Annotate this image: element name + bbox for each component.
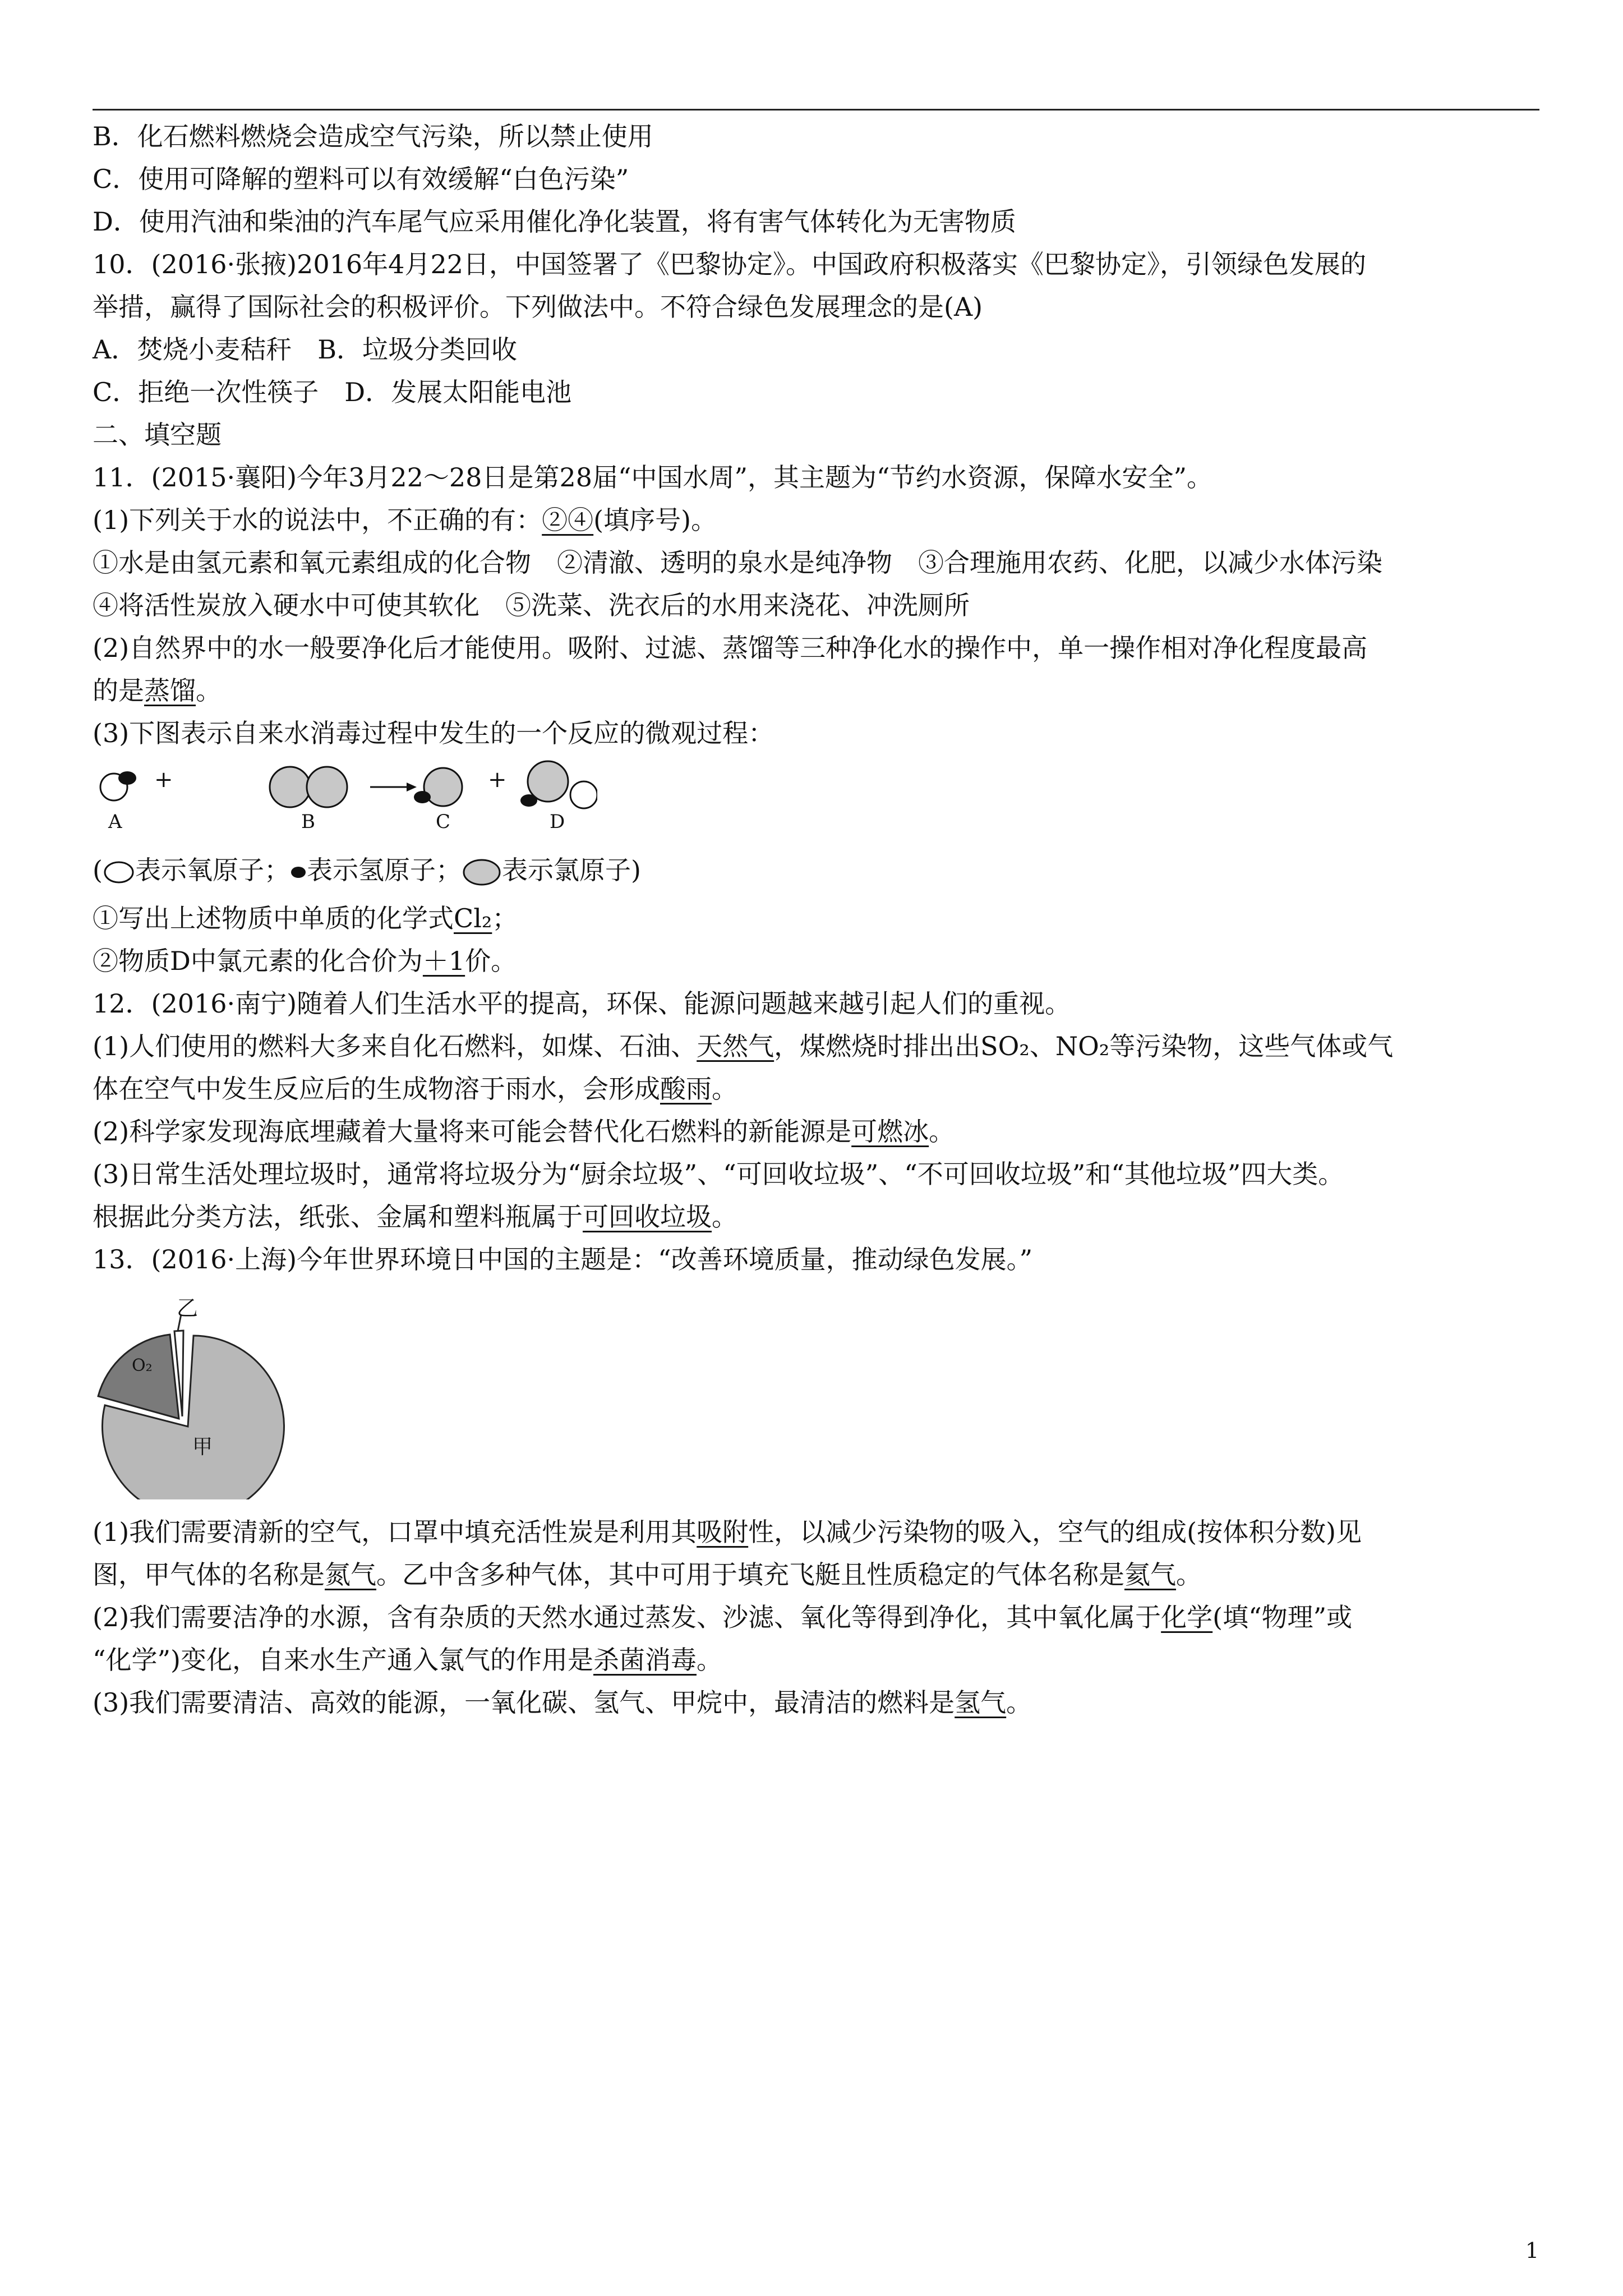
molecule-c-chlorine bbox=[424, 768, 462, 806]
molecule-d-oxygen bbox=[570, 781, 597, 808]
q12-part1-line2-suffix: 。 bbox=[712, 1074, 737, 1104]
q13-part1-suffix: 性，以减少污染物的吸入，空气的组成(按体积分数)见 bbox=[748, 1517, 1362, 1547]
label-b: B bbox=[301, 811, 315, 833]
q11-sub1 bbox=[93, 897, 1539, 940]
q13-part1-line2-text: 图，甲气体的名称是 bbox=[93, 1559, 325, 1590]
reaction-diagram bbox=[93, 759, 597, 838]
q12-part1-answer: 天然气 bbox=[697, 1031, 774, 1061]
q12-part3-line1: (3)日常生活处理垃圾时，通常将垃圾分为“厨余垃圾”、“可回收垃圾”、“不可回收垃圾”和“其他垃圾”四大类。 bbox=[93, 1159, 1344, 1189]
q13-part2-line2-text: “化学”)变化，自来水生产通入氯气的作用是 bbox=[93, 1645, 593, 1675]
q11-sub2-suffix: 价。 bbox=[465, 946, 517, 976]
q11-list-line1: ①水是由氢元素和氧元素组成的化合物 ②清澈、透明的泉水是纯净物 ③合理施用农药、化肥，以减少水体污染 bbox=[93, 547, 1382, 578]
q9-option-d: D．使用汽油和柴油的汽车尾气应采用催化净化装置，将有害气体转化为无害物质 bbox=[93, 206, 1016, 237]
q9-option-b: B．化石燃料燃烧会造成空气污染，所以禁止使用 bbox=[93, 121, 653, 151]
q11-part2-line1: (2)自然界中的水一般要净化后才能使用。吸附、过滤、蒸馏等三种净化水的操作中，单一操作相对净化程度最高 bbox=[93, 633, 1368, 663]
q13-part3-answer: 氢气 bbox=[955, 1687, 1007, 1718]
reaction-arrow-head bbox=[407, 783, 417, 792]
legend-oxygen: 表示氧原子； bbox=[135, 855, 290, 885]
chlorine-atom-icon bbox=[462, 858, 502, 887]
molecule-b-chlorine-1 bbox=[270, 767, 310, 807]
q10-options-cd: C．拒绝一次性筷子 D．发展太阳能电池 bbox=[93, 377, 572, 407]
molecule-c-hydrogen bbox=[414, 791, 431, 803]
q13-part2-answer2: 杀菌消毒 bbox=[593, 1645, 697, 1675]
legend-hydrogen: 表示氢原子； bbox=[306, 855, 462, 885]
q11-list-line2: ④将活性炭放入硬水中可使其软化 ⑤洗菜、洗衣后的水用来浇花、冲洗厕所 bbox=[93, 590, 970, 620]
q11-sub1-answer: Cl₂ bbox=[454, 903, 492, 933]
q13-stem: 13．(2016·上海)今年世界环境日中国的主题是：“改善环境质量，推动绿色发展。” bbox=[93, 1244, 1033, 1274]
q12-part1-line2 bbox=[93, 1068, 1539, 1110]
molecule-b-chlorine-2 bbox=[307, 767, 347, 807]
q13-part3-text: (3)我们需要清洁、高效的能源，一氧化碳、氢气、甲烷中，最清洁的燃料是 bbox=[93, 1687, 955, 1718]
q11-part2-text: 的是 bbox=[93, 675, 144, 706]
q12-part2-text: (2)科学家发现海底埋藏着大量将来可能会替代化石燃料的新能源是 bbox=[93, 1116, 852, 1147]
pie-label-o2: O₂ bbox=[132, 1356, 153, 1375]
q12-part1-line1 bbox=[93, 1025, 1539, 1068]
hydrogen-atom-icon bbox=[290, 864, 307, 881]
q12-part1-suffix: ，煤燃烧时排出出SO₂、NO₂等污染物，这些气体或气 bbox=[774, 1031, 1394, 1061]
pie-chart-svg bbox=[93, 1286, 317, 1499]
q13-part3-suffix: 。 bbox=[1006, 1687, 1032, 1718]
q13-part2-line2-suffix: 。 bbox=[696, 1645, 722, 1675]
plus-sign-2: + bbox=[488, 767, 507, 793]
q12-part3-suffix: 。 bbox=[712, 1202, 737, 1232]
q11-part1-answer: ②④ bbox=[542, 505, 594, 535]
q11-sub2-answer: ＋1 bbox=[422, 946, 465, 976]
q13-part1-answer: 吸附 bbox=[697, 1517, 749, 1547]
q13-part1-line2-suffix: 。 bbox=[1176, 1559, 1202, 1590]
molecule-d-hydrogen bbox=[520, 794, 537, 807]
label-a: A bbox=[108, 811, 122, 833]
q13-part1-text: (1)我们需要清新的空气，口罩中填充活性炭是利用其 bbox=[93, 1517, 697, 1547]
q11-part1-text: (1)下列关于水的说法中，不正确的有： bbox=[93, 505, 542, 535]
air-composition-pie bbox=[93, 1286, 317, 1499]
q12-part1-line2-text: 体在空气中发生反应后的生成物溶于雨水，会形成 bbox=[93, 1074, 660, 1104]
pie-label-jia: 甲 bbox=[192, 1435, 213, 1458]
section-title: 二、填空题 bbox=[93, 420, 222, 450]
q9-option-c: C．使用可降解的塑料可以有效缓解“白色污染” bbox=[93, 164, 629, 194]
q12-part3-text: 根据此分类方法，纸张、金属和塑料瓶属于 bbox=[93, 1202, 583, 1232]
diagram-legend bbox=[93, 849, 1539, 891]
q11-part1-suffix: (填序号)。 bbox=[593, 505, 717, 535]
q13-part1-line2-mid: 。乙中含多种气体，其中可用于填充飞艇且性质稳定的气体名称是 bbox=[376, 1559, 1124, 1590]
legend-chlorine: 表示氯原子) bbox=[501, 855, 641, 885]
q12-part1-text: (1)人们使用的燃料大多来自化石燃料，如煤、石油、 bbox=[93, 1031, 697, 1061]
q10-options-ab: A．焚烧小麦秸秆 B．垃圾分类回收 bbox=[93, 334, 518, 365]
q12-part3-line2 bbox=[93, 1195, 1539, 1238]
page-number: 1 bbox=[1525, 2238, 1539, 2263]
label-d: D bbox=[550, 811, 565, 833]
q12-part1-answer2: 酸雨 bbox=[660, 1074, 712, 1104]
q11-sub1-suffix: ； bbox=[492, 903, 518, 933]
q11-part3: (3)下图表示自来水消毒过程中发生的一个反应的微观过程： bbox=[93, 718, 774, 748]
q13-part1-answer2: 氮气 bbox=[325, 1559, 376, 1590]
molecule-a-hydrogen bbox=[118, 771, 136, 785]
q12-stem: 12．(2016·南宁)随着人们生活水平的提高，环保、能源问题越来越引起人们的重视。 bbox=[93, 988, 1071, 1019]
q13-part2-line1 bbox=[93, 1596, 1539, 1639]
q12-part3-answer: 可回收垃圾 bbox=[583, 1202, 712, 1232]
q11-stem: 11．(2015·襄阳)今年3月22～28日是第28届“中国水周”，其主题为“节约水资源，保障水安全”。 bbox=[93, 462, 1213, 493]
q11-part2-answer: 蒸馏 bbox=[144, 675, 196, 706]
q11-sub2 bbox=[93, 940, 1539, 982]
q11-sub1-text: ①写出上述物质中单质的化学式 bbox=[93, 903, 454, 933]
q13-part3 bbox=[93, 1681, 1539, 1724]
document-body bbox=[93, 115, 1539, 1724]
q11-part2-suffix: 。 bbox=[196, 675, 222, 706]
q12-part2-answer: 可燃冰 bbox=[851, 1116, 929, 1147]
legend-open: ( bbox=[93, 855, 103, 885]
q12-part2-suffix: 。 bbox=[929, 1116, 955, 1147]
q11-part2-line2 bbox=[93, 669, 1539, 712]
q13-part1-line1 bbox=[93, 1511, 1539, 1553]
q10-stem-line2: 举措，赢得了国际社会的积极评价。下列做法中。不符合绿色发展理念的是(A) bbox=[93, 292, 983, 322]
q11-part1 bbox=[93, 499, 1539, 541]
pie-label-yi: 乙 bbox=[177, 1296, 199, 1320]
q12-part2 bbox=[93, 1110, 1539, 1153]
q13-part2-answer: 化学 bbox=[1161, 1602, 1213, 1632]
plus-sign-1: + bbox=[154, 767, 173, 793]
q13-part2-line2 bbox=[93, 1639, 1539, 1681]
q10-stem-line1: 10．(2016·张掖)2016年4月22日，中国签署了《巴黎协定》。中国政府积极落实《巴黎协定》，引领绿色发展的 bbox=[93, 249, 1366, 279]
q13-part1-line2 bbox=[93, 1553, 1539, 1596]
oxygen-atom-icon bbox=[103, 860, 135, 885]
q13-part1-answer3: 氦气 bbox=[1124, 1559, 1176, 1590]
q11-sub2-text: ②物质D中氯元素的化合价为 bbox=[93, 946, 423, 976]
header-rule bbox=[93, 109, 1539, 111]
q13-part2-suffix: (填“物理”或 bbox=[1212, 1602, 1353, 1632]
label-c: C bbox=[436, 811, 451, 833]
q13-part2-text: (2)我们需要洁净的水源，含有杂质的天然水通过蒸发、沙滤、氧化等得到净化，其中氧化属于 bbox=[93, 1602, 1161, 1632]
